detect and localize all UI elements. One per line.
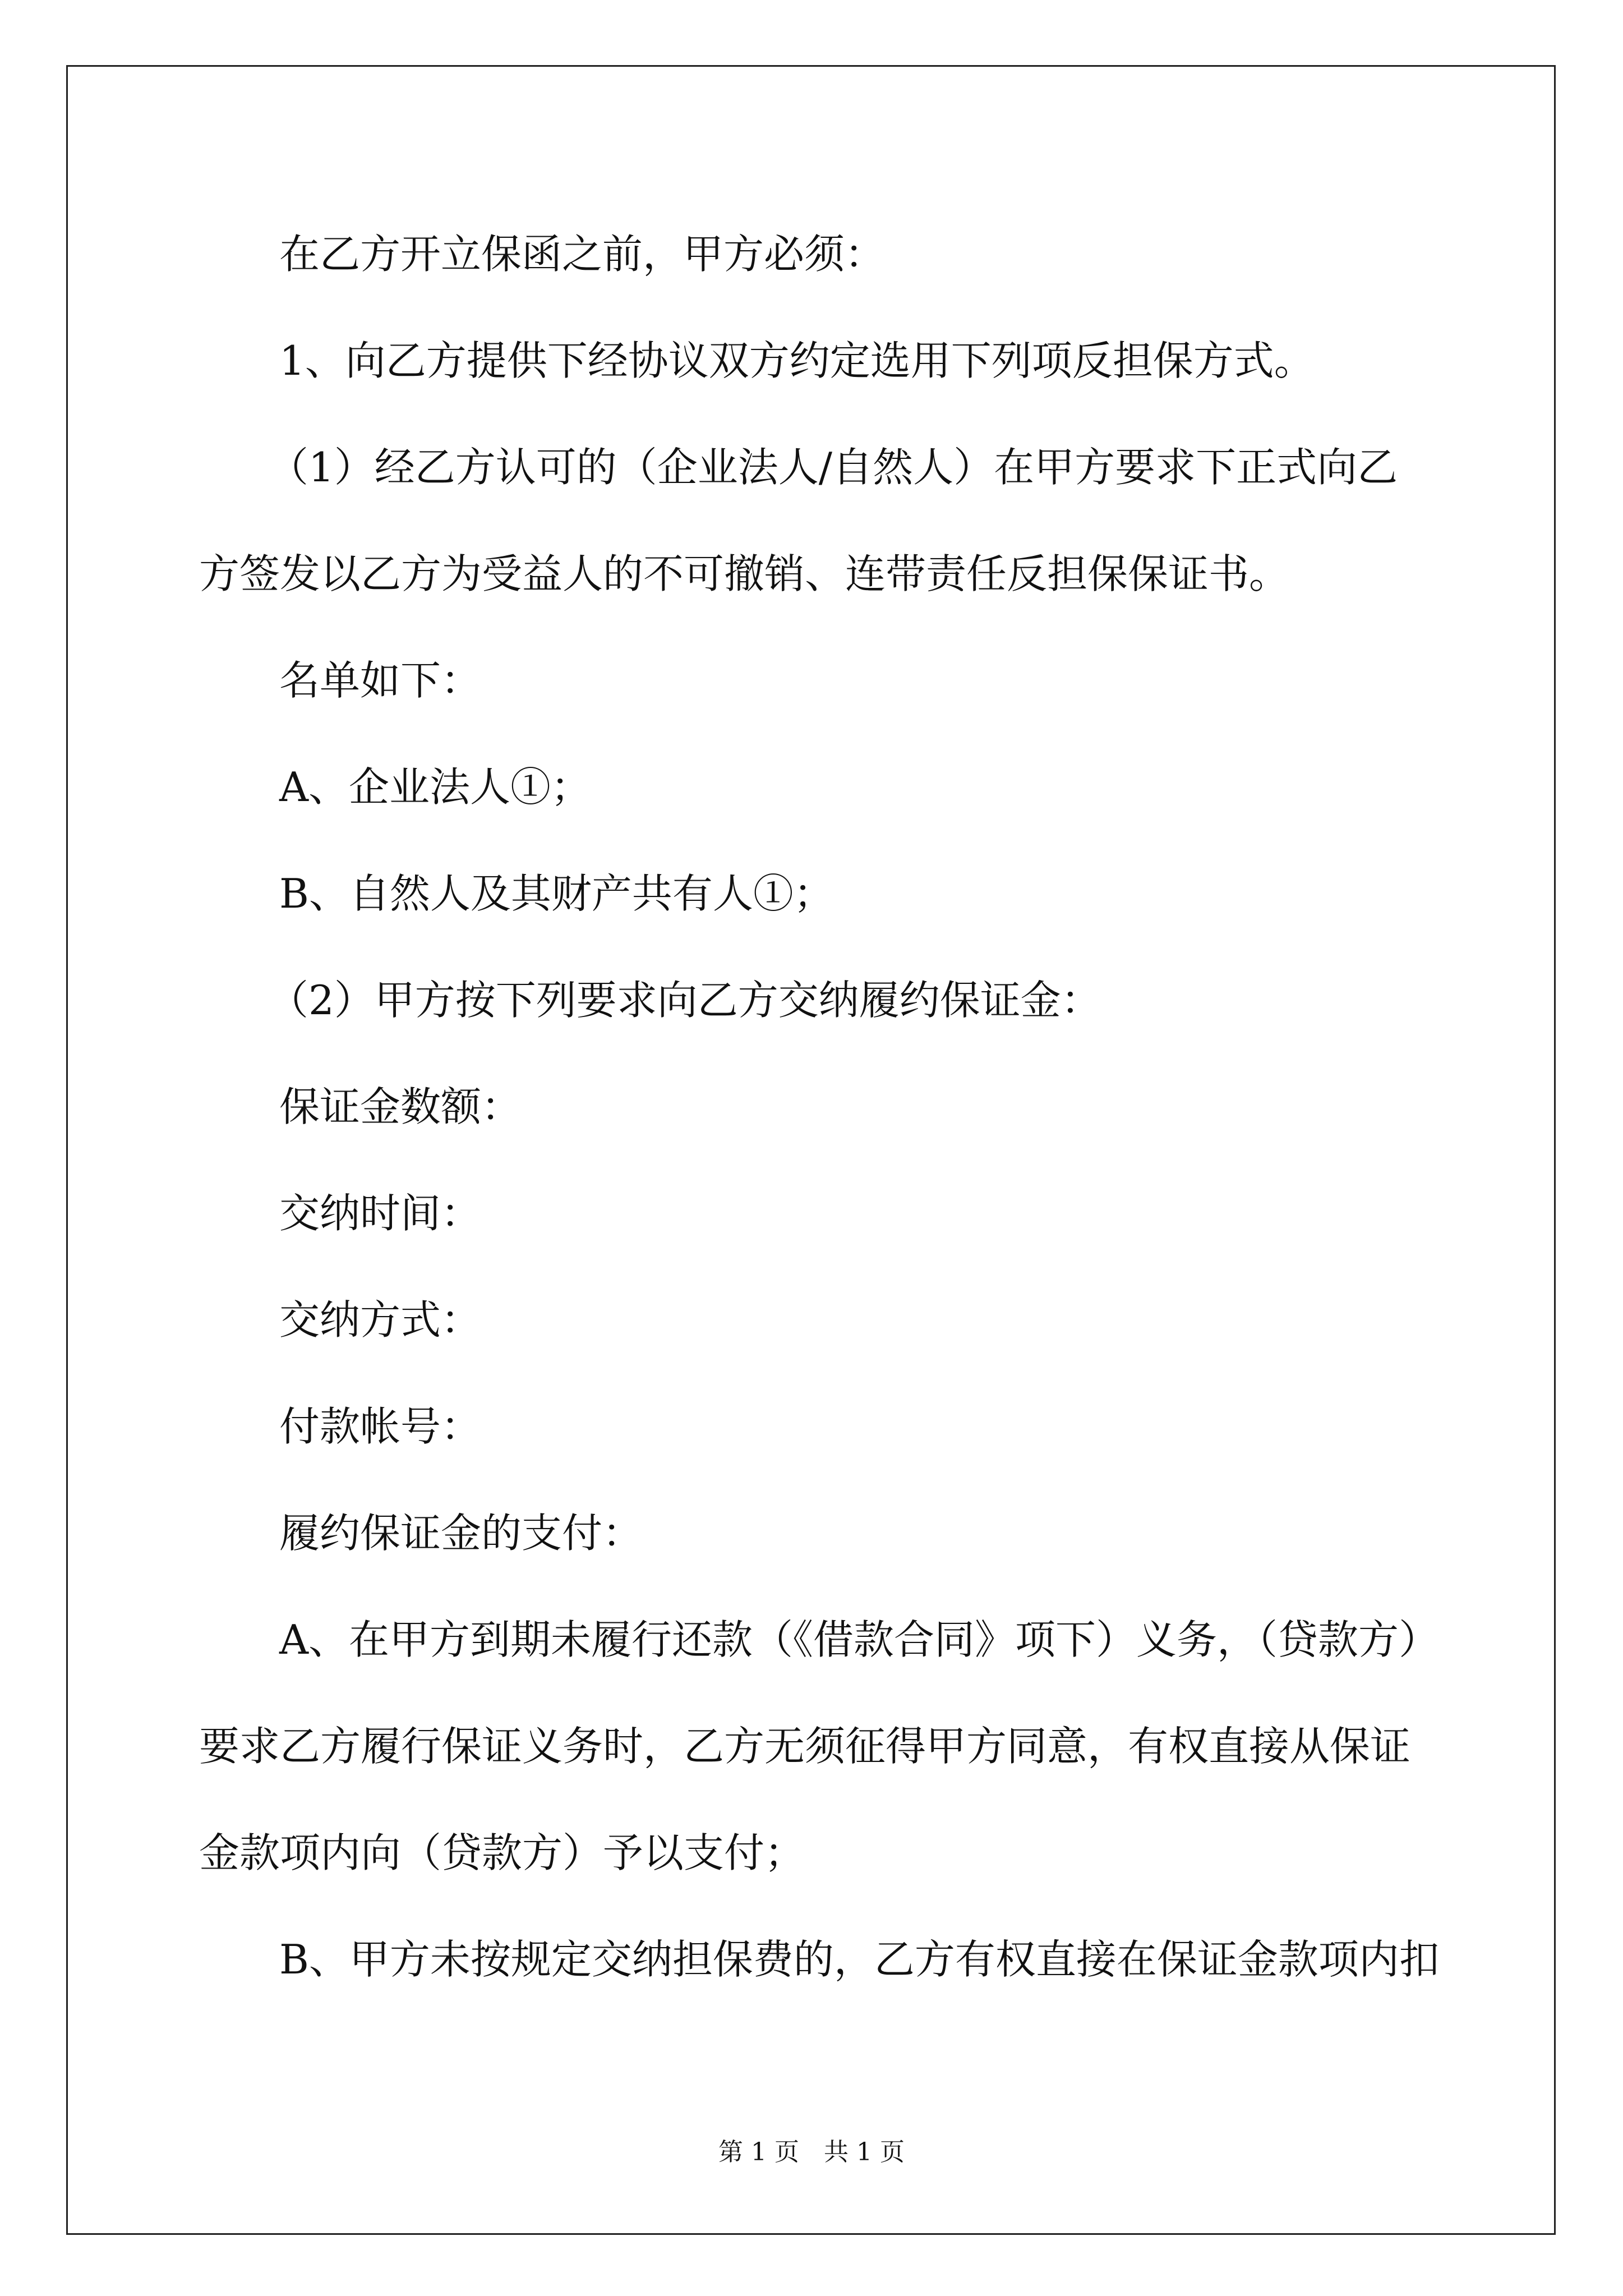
- paragraph: 履约保证金的支付：: [279, 1510, 643, 1557]
- page-number: 第 1 页 共 1 页: [718, 2138, 905, 2166]
- paragraph: 交纳方式：: [279, 1296, 482, 1343]
- paragraph: （1）经乙方认可的（企业法人/自然人）在甲方要求下正式向乙: [268, 444, 1398, 491]
- paragraph: 要求乙方履行保证义务时，乙方无须征得甲方同意，有权直接从保证: [199, 1723, 1411, 1770]
- paragraph: （2）甲方按下列要求向乙方交纳履约保证金：: [268, 977, 1101, 1024]
- paragraph: 1、向乙方提供下经协议双方约定选用下列项反担保方式。: [279, 337, 1315, 384]
- paragraph: B、甲方未按规定交纳担保费的，乙方有权直接在保证金款项内扣: [279, 1936, 1440, 1983]
- paragraph: 交纳时间：: [279, 1190, 482, 1237]
- page-border: [66, 65, 1556, 2235]
- paragraph: 名单如下：: [279, 657, 482, 704]
- paragraph: A、在甲方到期未履行还款（《借款合同》项下）义务，（贷款方）: [279, 1616, 1439, 1663]
- paragraph: 金款项内向（贷款方）予以支付；: [199, 1829, 805, 1876]
- paragraph: B、自然人及其财产共有人①；: [279, 870, 834, 917]
- paragraph: 保证金数额：: [279, 1083, 522, 1130]
- paragraph: A、企业法人①；: [279, 763, 591, 811]
- paragraph: 付款帐号：: [279, 1403, 482, 1450]
- paragraph: 在乙方开立保函之前，甲方必须：: [279, 231, 886, 278]
- paragraph: 方签发以乙方为受益人的不可撤销、连带责任反担保保证书。: [199, 550, 1290, 597]
